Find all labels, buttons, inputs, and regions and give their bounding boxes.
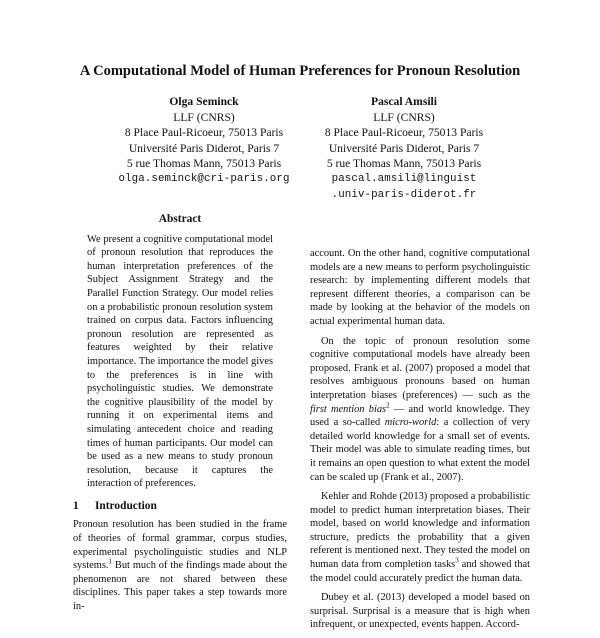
- paragraph-text: But much of the findings made about the phenomenon are not shared between these disciplines. This paper takes a step towards more in-: [73, 560, 287, 613]
- author-affiliation: LLF (CNRS): [173, 110, 235, 124]
- footnote-marker: 2: [386, 401, 390, 410]
- paragraph-text: Kehler and Rohde (2013) proposed a probabilistic model to predict human interpretation biases. Their model, based on world knowledge and information structure, predicts the probability that a given referent is mentioned next. They tested the model on human data from completion tasks: [310, 491, 530, 571]
- paragraph-text: and showed that the model could accurately predict the human data.: [310, 559, 530, 584]
- paragraph-text: On the topic of pronoun resolution some cognitive computational models have already been proposed. Frank et al. (2007) proposed a model that resolves ambiguous pronouns based on human interpretation biases (preferences) — such as the: [310, 335, 530, 401]
- emphasis: micro-world: [384, 417, 437, 429]
- author-affiliation: LLF (CNRS): [373, 110, 435, 124]
- author-address: 8 Place Paul-Ricoeur, 75013 Paris: [324, 126, 484, 140]
- section-number: 1: [73, 499, 79, 512]
- author-block-2: [299, 94, 509, 203]
- abstract-heading: Abstract: [158, 213, 202, 225]
- author-name: Olga Seminck: [169, 95, 239, 108]
- author-address: 8 Place Paul-Ricoeur, 75013 Paris: [124, 126, 284, 140]
- author-address: Université Paris Diderot, Paris 7: [328, 141, 480, 155]
- author-email: pascal.amsili@linguist: [331, 172, 477, 185]
- paragraph-text: : a collection of very detailed world knowledge for a small set of events. Their model was able to simulate reading times, but it remains an open question to what extent the model can be scaled up (Frank et al., 2007).: [310, 417, 530, 483]
- author-block-1: [99, 94, 309, 188]
- emphasis: first mention bias: [310, 403, 387, 415]
- paragraph: [310, 335, 530, 485]
- section-title: Introduction: [95, 499, 157, 512]
- author-email: olga.seminck@cri-paris.org: [118, 172, 290, 185]
- author-address: 5 rue Thomas Mann, 75013 Paris: [126, 157, 282, 171]
- paragraph: account. On the other hand, cognitive computational models are a new means to perform psycholinguistic research: by implementing different models that represent different theories, a comparison can be made by looking at the behavior of the models on actual experimental human data.: [310, 248, 530, 327]
- section-heading-introduction: [73, 500, 287, 514]
- paragraph: [310, 490, 530, 585]
- footnote-marker: 3: [455, 556, 459, 565]
- paragraph-text: Pronoun resolution has been studied in the frame of theories of formal grammar, corpus studies, experimental psycholinguistic studies and NLP systems.: [73, 519, 287, 572]
- footnote-marker: 1: [108, 557, 113, 566]
- paragraph-text: — and world knowledge. They used a so-called: [310, 403, 530, 429]
- abstract-text: We present a cognitive computational model of pronoun resolution that reproduces the human interpretation preferences of the Subject Assignment Strategy and the Parallel Function Strategy. Our model relies on a probabilistic pronoun resolution system trained on corpus data. Factors influencing pronoun resolution are represented as features weighted by their relative importance. The importance the model gives to the preferences is in line with psycholinguistic studies. We demonstrate the cognitive plausibility of the model by running it on experimental items and simulating antecedent choice and reading times of human participants. Our model can be used as a new means to study pronoun resolution, because it captures the interaction of preferences.: [87, 233, 273, 490]
- right-column: [310, 247, 530, 638]
- author-email: .univ-paris-diderot.fr: [331, 188, 477, 201]
- author-address: 5 rue Thomas Mann, 75013 Paris: [326, 157, 482, 171]
- author-name: Pascal Amsili: [370, 95, 438, 108]
- left-column: [73, 213, 287, 620]
- paragraph: Dubey et al. (2013) developed a model based on surprisal. Surprisal is a measure that is high when infrequent, or unexpected, events happen. Accord-: [310, 592, 530, 631]
- paragraph: [73, 518, 287, 613]
- paper-title: A Computational Model of Human Preferences for Pronoun Resolution: [79, 63, 521, 79]
- author-address: Université Paris Diderot, Paris 7: [128, 141, 280, 155]
